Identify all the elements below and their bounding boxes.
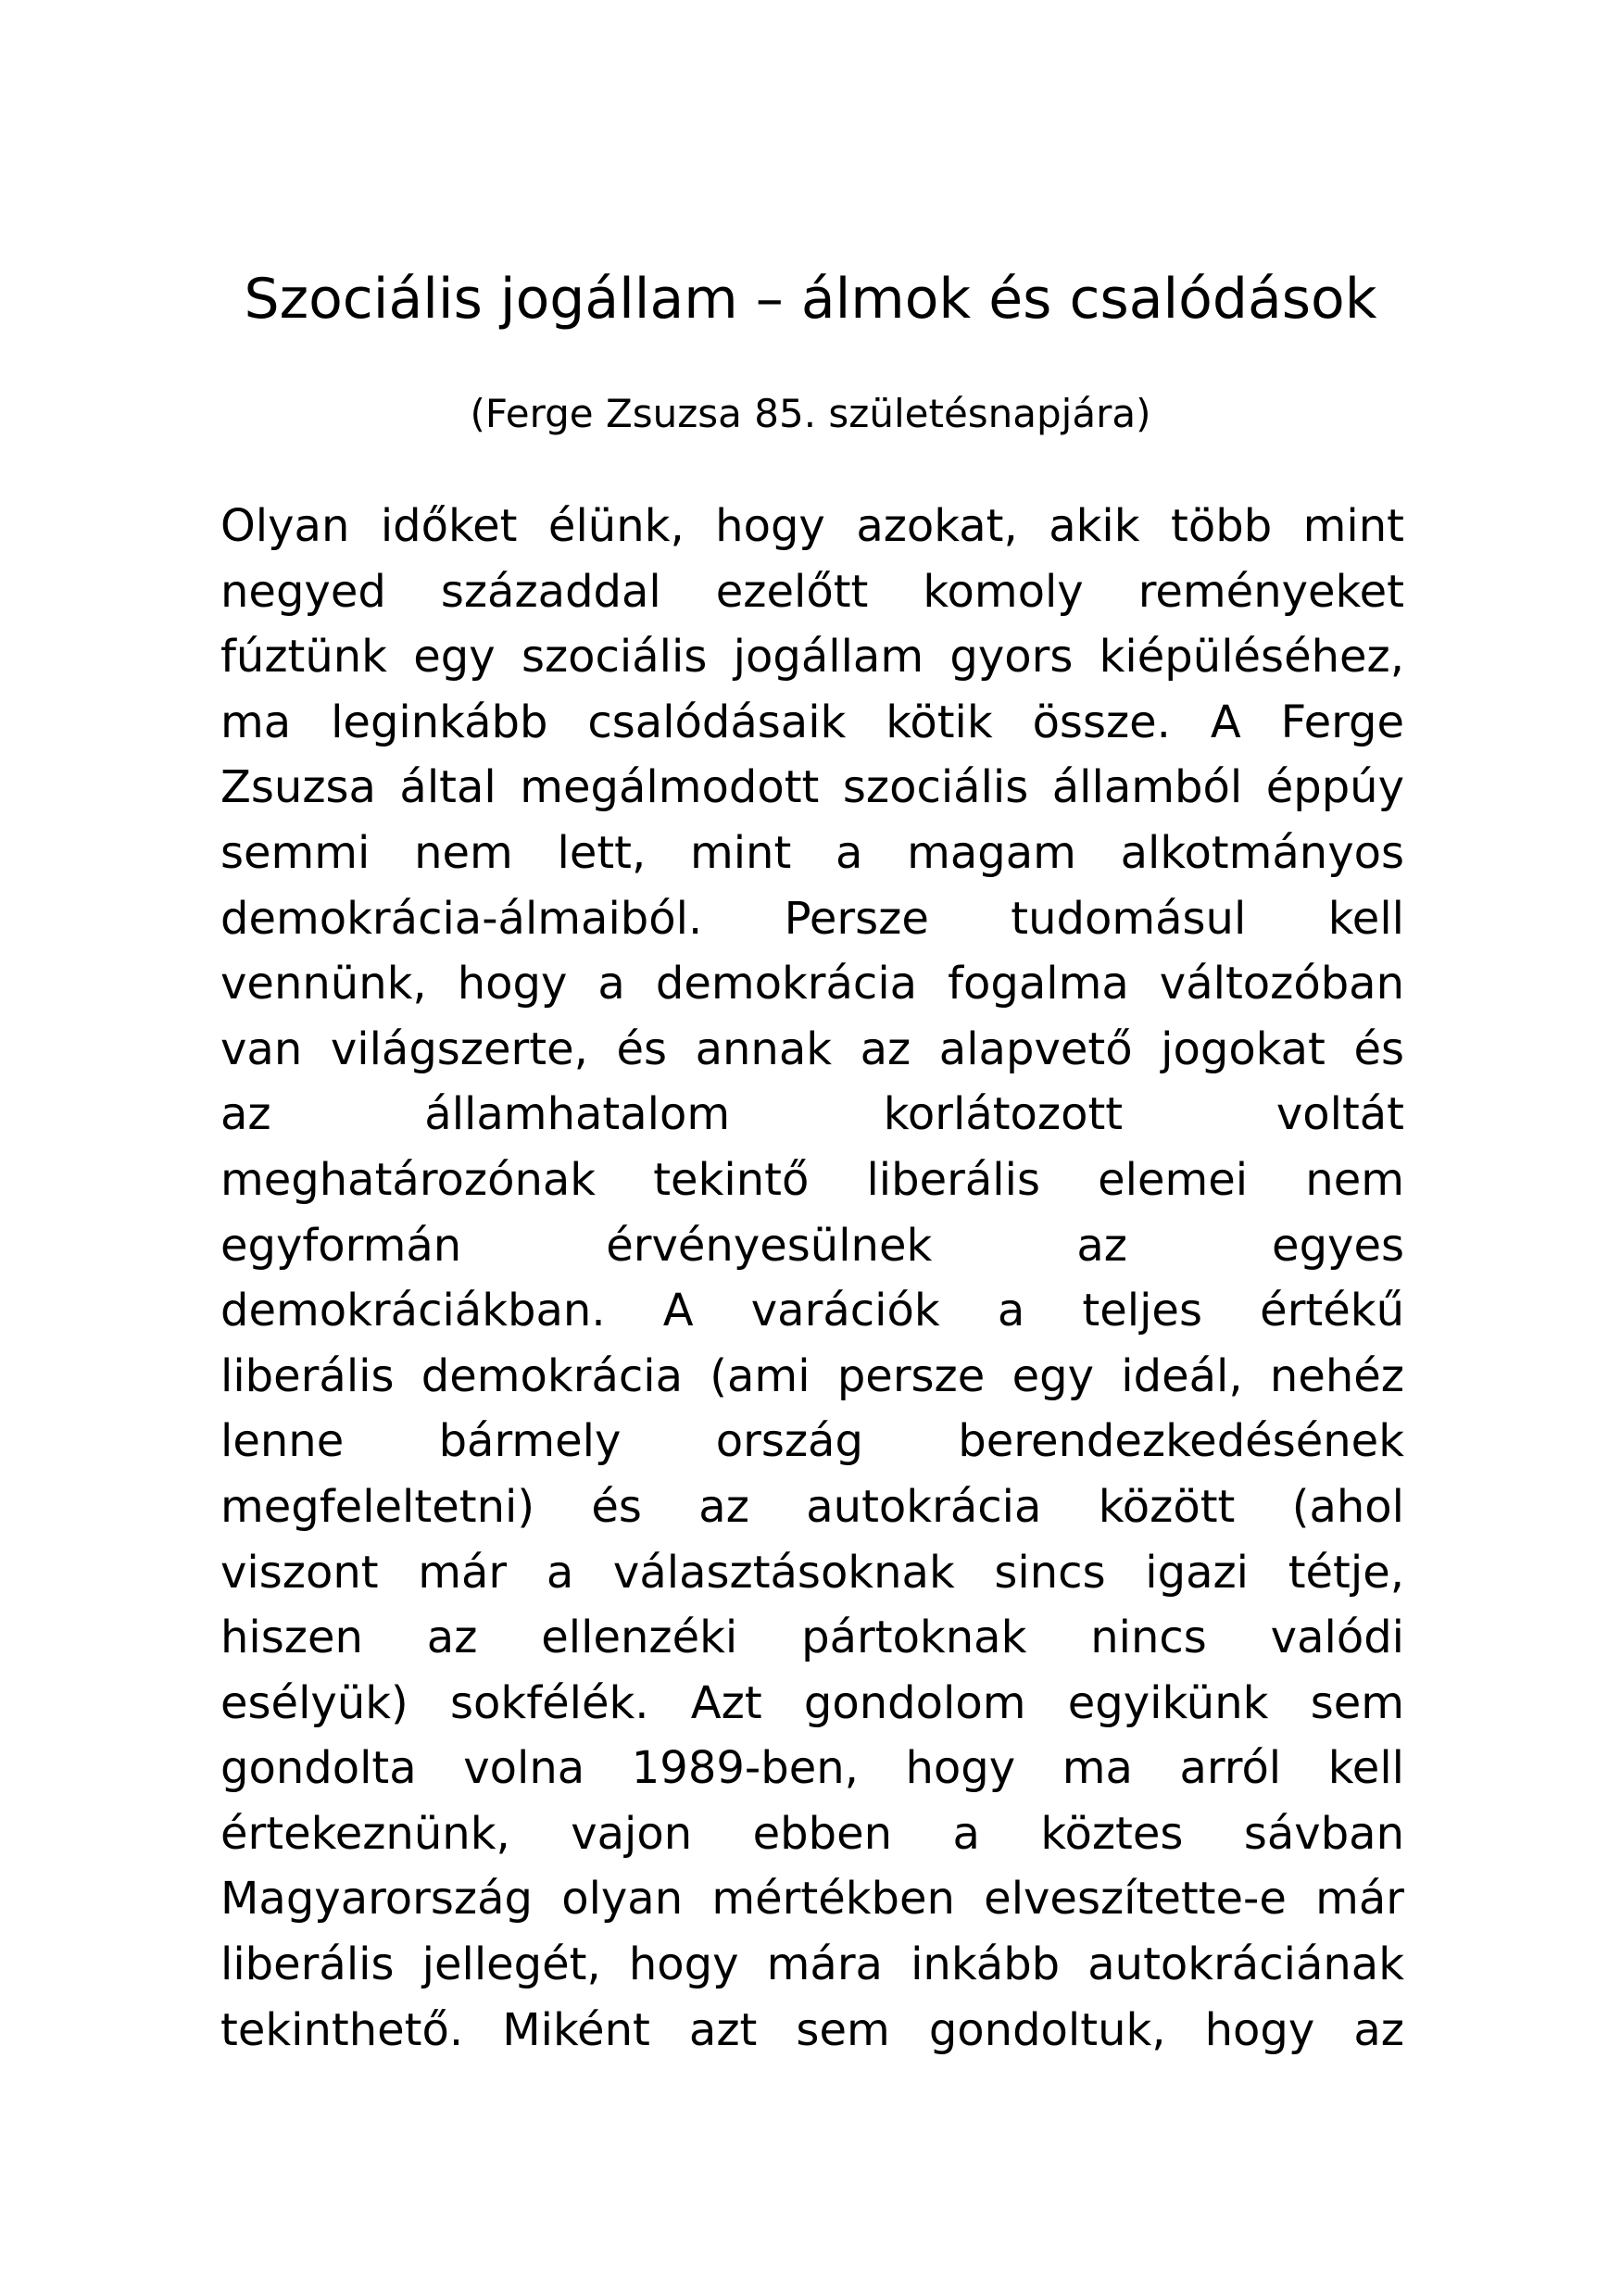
body-line: fúztünk egy szociális jogállam gyors kiépüléséhez, [220, 631, 1404, 684]
body-line: negyed századdal ezelőtt komoly reményeket [220, 565, 1404, 618]
body-line: viszont már a választásoknak sincs igazi tétje, [220, 1546, 1404, 1599]
body-line: Olyan időket élünk, hogy azokat, akik több mint [220, 500, 1404, 552]
document-title: Szociális jogállam – álmok és csalódások [244, 267, 1377, 332]
body-line: Zsuzsa által megálmodott szociális államból éppúy [220, 761, 1404, 814]
body-line: gondolta volna 1989-ben, hogy ma arról kell [220, 1742, 1404, 1795]
body-line: esélyük) sokfélék. Azt gondolom egyikünk sem [220, 1676, 1404, 1729]
body-line: az államhatalom korlátozott voltát [220, 1088, 1404, 1141]
body-line: tekinthető. Miként azt sem gondoltuk, hogy az [220, 2003, 1404, 2056]
body-line: demokrácia-álmaiból. Persze tudomásul kell [220, 892, 1404, 945]
body-line: megfeleltetni) és az autokrácia között (ahol [220, 1480, 1404, 1533]
body-line: hiszen az ellenzéki pártoknak nincs valódi [220, 1612, 1404, 1664]
body-paragraph [220, 494, 1404, 2063]
body-line: semmi nem lett, mint a magam alkotmányos [220, 826, 1404, 879]
body-line: ma leginkább csalódásaik kötik össze. A Ferge [220, 696, 1404, 748]
body-line: egyformán érvényesülnek az egyes [220, 1219, 1404, 1272]
body-line: értekeznünk, vajon ebben a köztes sávban [220, 1807, 1404, 1860]
body-line: demokráciákban. A varációk a teljes értékű [220, 1285, 1404, 1337]
body-line: van világszerte, és annak az alapvető jogokat és [220, 1023, 1404, 1075]
body-line: liberális demokrácia (ami persze egy ideál, nehéz [220, 1349, 1404, 1402]
body-line: vennünk, hogy a demokrácia fogalma változóban [220, 958, 1404, 1010]
document-subtitle: (Ferge Zsuzsa 85. születésnapjára) [470, 391, 1151, 436]
body-line: meghatározónak tekintő liberális elemei nem [220, 1153, 1404, 1206]
body-line: Magyarország olyan mértékben elveszítette-e már [220, 1873, 1404, 1926]
body-line: lenne bármely ország berendezkedésének [220, 1415, 1404, 1468]
body-line: liberális jellegét, hogy mára inkább autokráciának [220, 1938, 1404, 1991]
